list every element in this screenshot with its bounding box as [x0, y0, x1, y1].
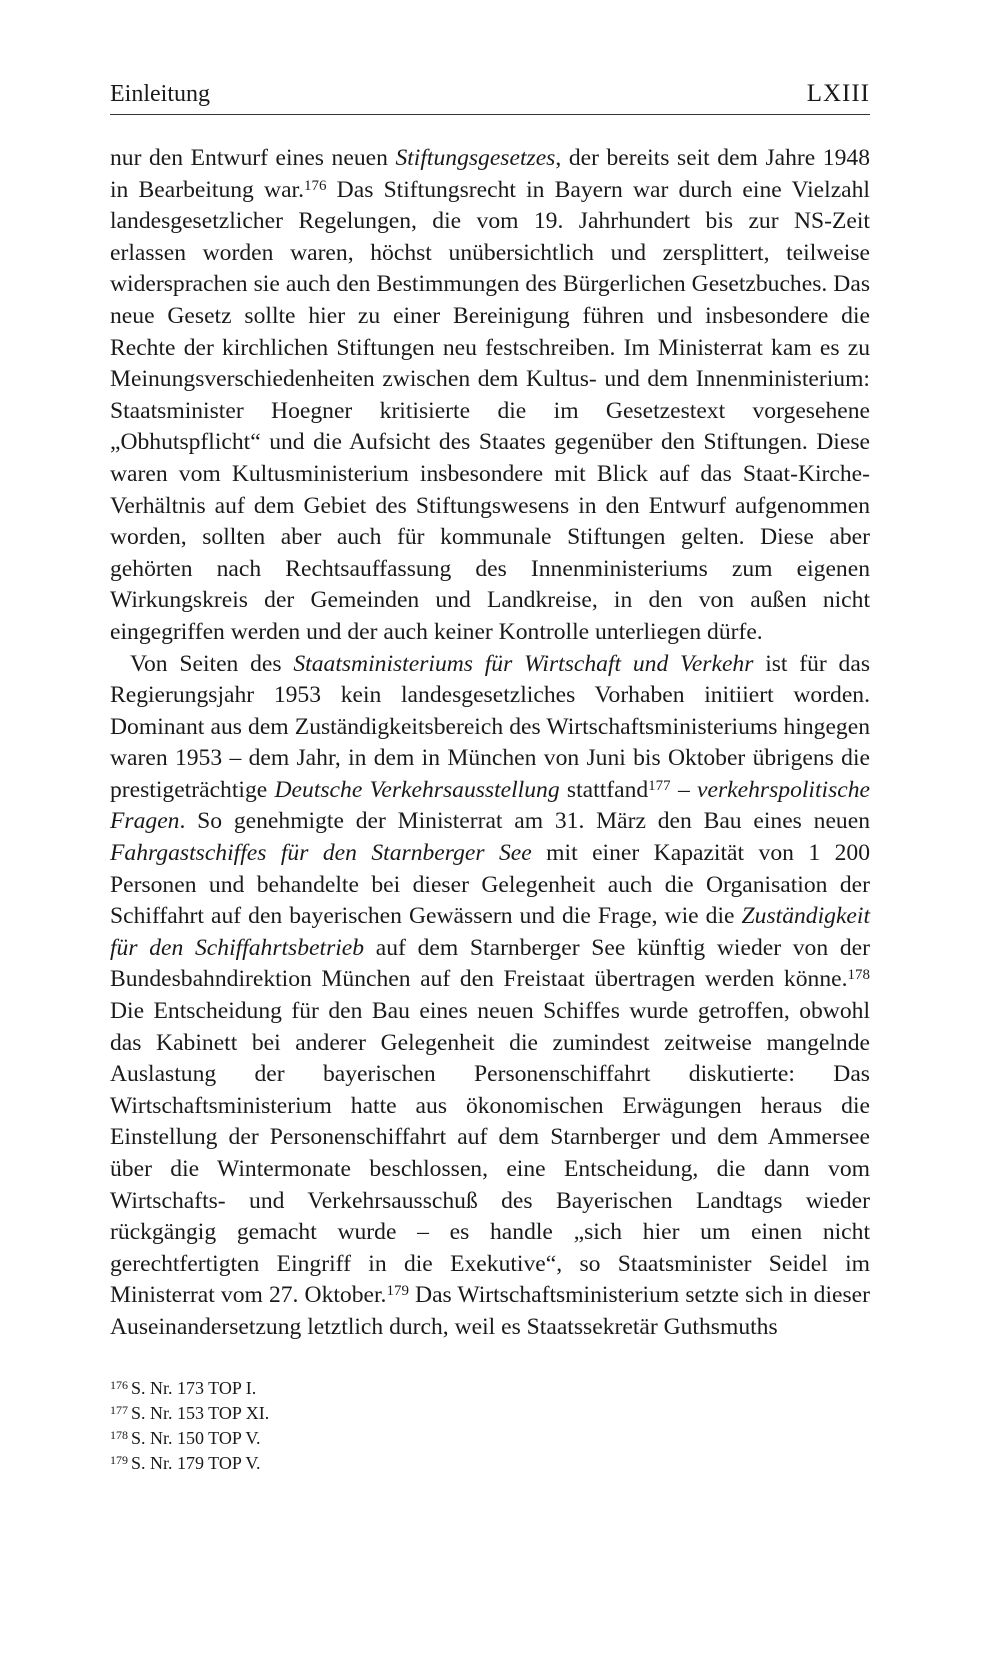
italic-term: Staatsministeriums für Wirtschaft und Verkehr [293, 650, 754, 677]
text-run: – [670, 776, 698, 803]
footnotes [110, 1376, 870, 1476]
text-run: Von Seiten des [130, 650, 294, 677]
footnote-number: 178 [110, 1427, 128, 1442]
page-number: LXIII [806, 80, 870, 107]
text-run: Das Wirtschaftsministerium setzte sich in dieser Auseinandersetzung letztlich durch, weil es Staatssekretär Guthsmuths [110, 1282, 870, 1340]
italic-term: verkehrspolitische Fragen [110, 776, 871, 835]
text-run: stattfand [559, 776, 649, 803]
text-run: Die Entscheidung für den Bau eines neuen Schiffes wurde getroffen, obwohl das Kabinett bei anderer Gelegenheit die zumindest zeitweise mangelnde Auslastung der bayerischen Personenschiffahrt diskutierte: Das Wirtschaftsministerium hatte aus ökonomischen Erwägungen heraus die Einstellung der Personenschiffahrt auf dem Starnberger und dem Ammersee über die Wintermonate beschlossen, eine Entscheidung, die dann vom Wirtschafts- und Verkehrsausschuß des Bayerischen Landtags wieder rückgängig gemacht wurde – es handle „sich hier um einen nicht gerechtfertigten Eingriff in die Exekutive“, so Staatsminister Seidel im Ministerrat vom 27. Oktober. [110, 998, 870, 1309]
footnote-reference[interactable]: 178 [847, 967, 870, 984]
section-title: Einleitung [110, 81, 210, 107]
document-page [110, 80, 870, 1476]
text-run: auf dem Starnberger See künftig wieder von der Bundesbahndirektion München auf den Freistaat übertragen werden könne. [110, 934, 870, 993]
footnote [110, 1401, 870, 1426]
italic-term: Deutsche Verkehrsausstellung [274, 776, 560, 803]
text-run: Das Stiftungsrecht in Bayern war durch eine Vielzahl landesgesetzlicher Regelungen, die vom 19. Jahrhundert bis zur NS-Zeit erlassen worden waren, höchst unübersichtlich und zersplittert, teilweise widersprachen sie auch den Bestimmungen des Bürgerlichen Gesetzbuches. Das neue Gesetz sollte hier zu einer Bereinigung führen und insbesondere die Rechte der kirchlichen Stiftungen neu festschreiben. Im Ministerrat kam es zu Meinungsverschiedenheiten zwischen dem Kultus- und dem Innenministerium: Staatsminister Hoegner kritisierte die im Gesetzestext vorgesehene „Obhutspflicht“ und die Aufsicht des Staates gegenüber den Stiftungen. Diese waren vom Kultusministerium insbesondere mit Blick auf das Staat-Kirche-Verhältnis auf dem Gebiet des Stiftungswesens in den Entwurf aufgenommen worden, sollten aber auch für kommunale Stiftungen gelten. Diese aber gehörten nach Rechtsauffassung des Innenministeriums zum eigenen Wirkungskreis der Gemeinden und Landkreise, in den von außen nicht eingegriffen werden und der auch keiner Kontrolle unterliegen dürfe. [110, 176, 870, 645]
footnote [110, 1376, 870, 1401]
text-run: nur den Entwurf eines neuen [110, 145, 396, 171]
footnote-number: 177 [110, 1402, 128, 1417]
footnote-text: S. Nr. 173 TOP I. [131, 1377, 257, 1398]
footnote [110, 1451, 870, 1476]
text-run: ist für das Regierungsjahr 1953 kein landesgesetzliches Vorhaben initiiert worden. Dominant aus dem Zuständigkeitsbereich des Wirtschaftsministeriums hingegen waren 1953 – dem Jahr, in dem in München von Juni bis Oktober übrigens die prestigeträchtige [110, 650, 871, 803]
footnote [110, 1426, 870, 1451]
text-run: mit einer Kapazität von 1 200 Personen und behandelte bei dieser Gelegenheit auch die Organisation der Schiffahrt auf den bayerischen Gewässern und die Frage, wie die [110, 840, 871, 930]
footnote-text: S. Nr. 150 TOP V. [131, 1427, 261, 1448]
text-run: . So genehmigte der Ministerrat am 31. März den Bau eines neuen [179, 808, 870, 835]
footnote-text: S. Nr. 153 TOP XI. [131, 1402, 270, 1423]
italic-term: Fahrgastschiffes für den Starnberger See [110, 840, 532, 867]
body-text [110, 143, 870, 1344]
paragraph [110, 649, 870, 1344]
footnote-text: S. Nr. 179 TOP V. [131, 1452, 261, 1473]
italic-term: Zuständigkeit für den Schiffahrtsbetrieb [110, 903, 870, 961]
footnote-reference[interactable]: 177 [648, 777, 671, 794]
text-run: , der bereits seit dem Jahre 1948 in Bearbeitung war. [110, 145, 870, 203]
footnote-number: 179 [110, 1452, 128, 1467]
footnote-reference[interactable]: 179 [386, 1283, 409, 1300]
footnote-reference[interactable]: 176 [304, 177, 327, 194]
italic-term: Stiftungsgesetzes [395, 145, 556, 171]
footnote-number: 176 [110, 1377, 128, 1392]
running-head [110, 80, 870, 115]
paragraph [110, 143, 870, 649]
